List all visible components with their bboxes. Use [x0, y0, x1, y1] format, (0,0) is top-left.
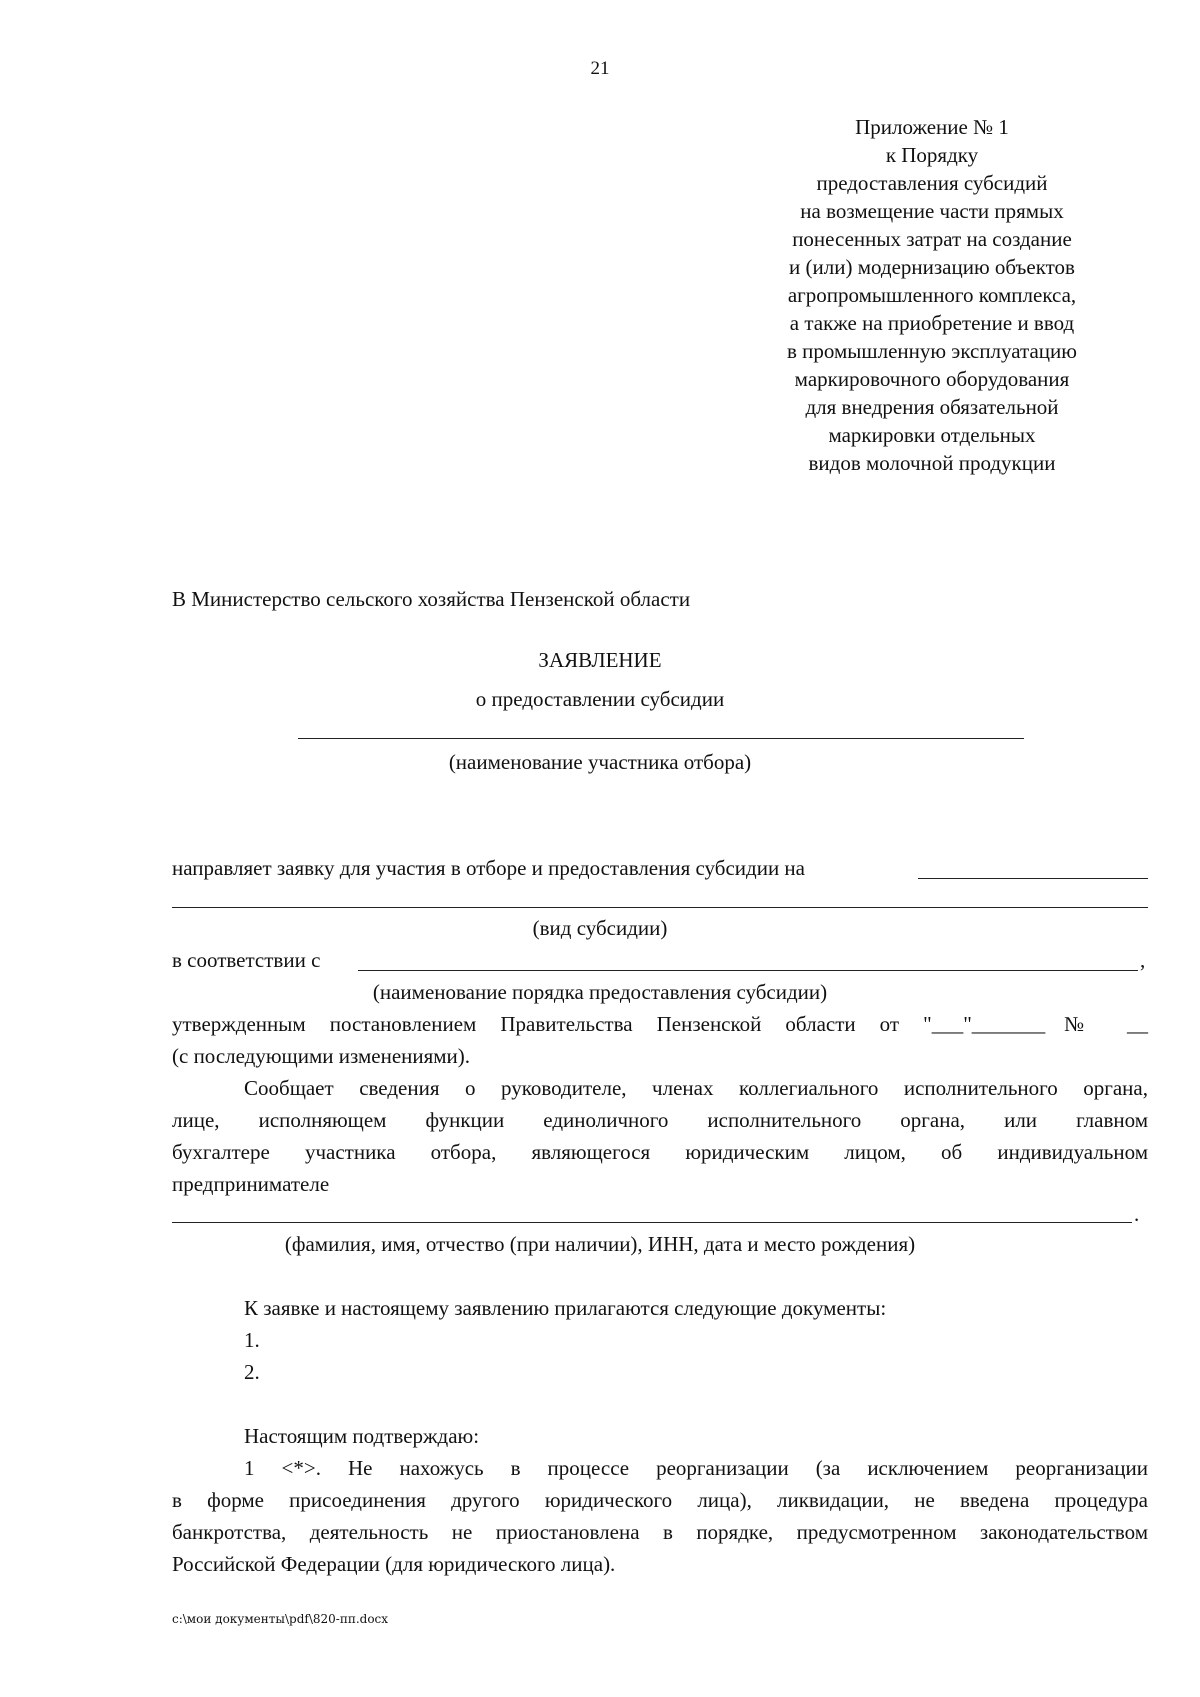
appendix-line: для внедрения обязательной: [805, 395, 1059, 419]
order-caption: (наименование порядка предоставления субсидии): [372, 980, 828, 1004]
person-caption: (фамилия, имя, отчество (при наличии), ИНН, дата и место рождения): [284, 1232, 916, 1256]
appendix-line: маркировочного оборудования: [794, 367, 1070, 391]
appendix-line: видов молочной продукции: [808, 451, 1056, 475]
appendix-line: на возмещение части прямых: [800, 199, 1064, 223]
subsidy-field-part2[interactable]: [172, 907, 1148, 908]
attachment-item: 1.: [244, 1328, 260, 1352]
participant-name-field[interactable]: [298, 738, 1024, 739]
subsidy-field-part1[interactable]: [918, 878, 1148, 879]
document-subtitle: о предоставлении субсидии: [475, 687, 725, 711]
order-name-field[interactable]: [358, 970, 1138, 971]
changes-text: (с последующими изменениями).: [172, 1044, 471, 1068]
appendix-line: агропромышленного комплекса,: [787, 283, 1077, 307]
appendix-line: и (или) модернизацию объектов: [789, 255, 1075, 279]
person-info-field[interactable]: [172, 1222, 1132, 1223]
appendix-line: предоставления субсидий: [816, 171, 1048, 195]
info-line-end: .: [1134, 1202, 1140, 1226]
info-line: лице, исполняющем функции единоличного исполнительного органа, или главном: [172, 1108, 1148, 1132]
accordance-text: в соответствии с: [172, 948, 321, 972]
addressee: В Министерство сельского хозяйства Пензенской области: [172, 587, 691, 611]
attachments-intro: К заявке и настоящему заявлению прилагаются следующие документы:: [244, 1296, 887, 1320]
accordance-comma: ,: [1140, 948, 1146, 972]
page-number: 21: [590, 58, 610, 79]
appendix-line: к Порядку: [885, 143, 979, 167]
appendix-line: понесенных затрат на создание: [792, 227, 1072, 251]
info-last-line: предпринимателе: [172, 1172, 330, 1196]
footer-file-path: c:\мои документы\pdf\820-пп.docx: [172, 1612, 389, 1626]
appendix-line: Приложение № 1: [855, 115, 1009, 139]
attachment-item: 2.: [244, 1360, 260, 1384]
info-line: Сообщает сведения о руководителе, членах коллегиального исполнительного органа,: [244, 1076, 1148, 1100]
confirmation-last-line: Российской Федерации (для юридического лица).: [172, 1552, 616, 1576]
appendix-header: [722, 113, 1142, 477]
subsidy-type-caption: (вид субсидии): [532, 916, 668, 940]
participant-caption: (наименование участника отбора): [448, 750, 752, 774]
confirmation-line: 1 <*>. Не нахожусь в процессе реорганизации (за исключением реорганизации: [244, 1456, 1148, 1480]
request-text: направляет заявку для участия в отборе и предоставления субсидии на: [172, 856, 805, 880]
document-title: ЗАЯВЛЕНИЕ: [538, 648, 662, 672]
appendix-line: а также на приобретение и ввод: [789, 311, 1075, 335]
info-line: бухгалтере участника отбора, являющегося юридическим лицом, об индивидуальном: [172, 1140, 1148, 1164]
confirmation-intro: Настоящим подтверждаю:: [244, 1424, 480, 1448]
confirmation-line: в форме присоединения другого юридического лица), ликвидации, не введена процедура: [172, 1488, 1148, 1512]
approved-text: утвержденным постановлением Правительства Пензенской области от "___"_______№ __: [172, 1012, 1148, 1036]
appendix-line: маркировки отдельных: [828, 423, 1036, 447]
confirmation-line: банкротства, деятельность не приостановлена в порядке, предусмотренном законодательством: [172, 1520, 1148, 1544]
appendix-line: в промышленную эксплуатацию: [787, 339, 1077, 363]
